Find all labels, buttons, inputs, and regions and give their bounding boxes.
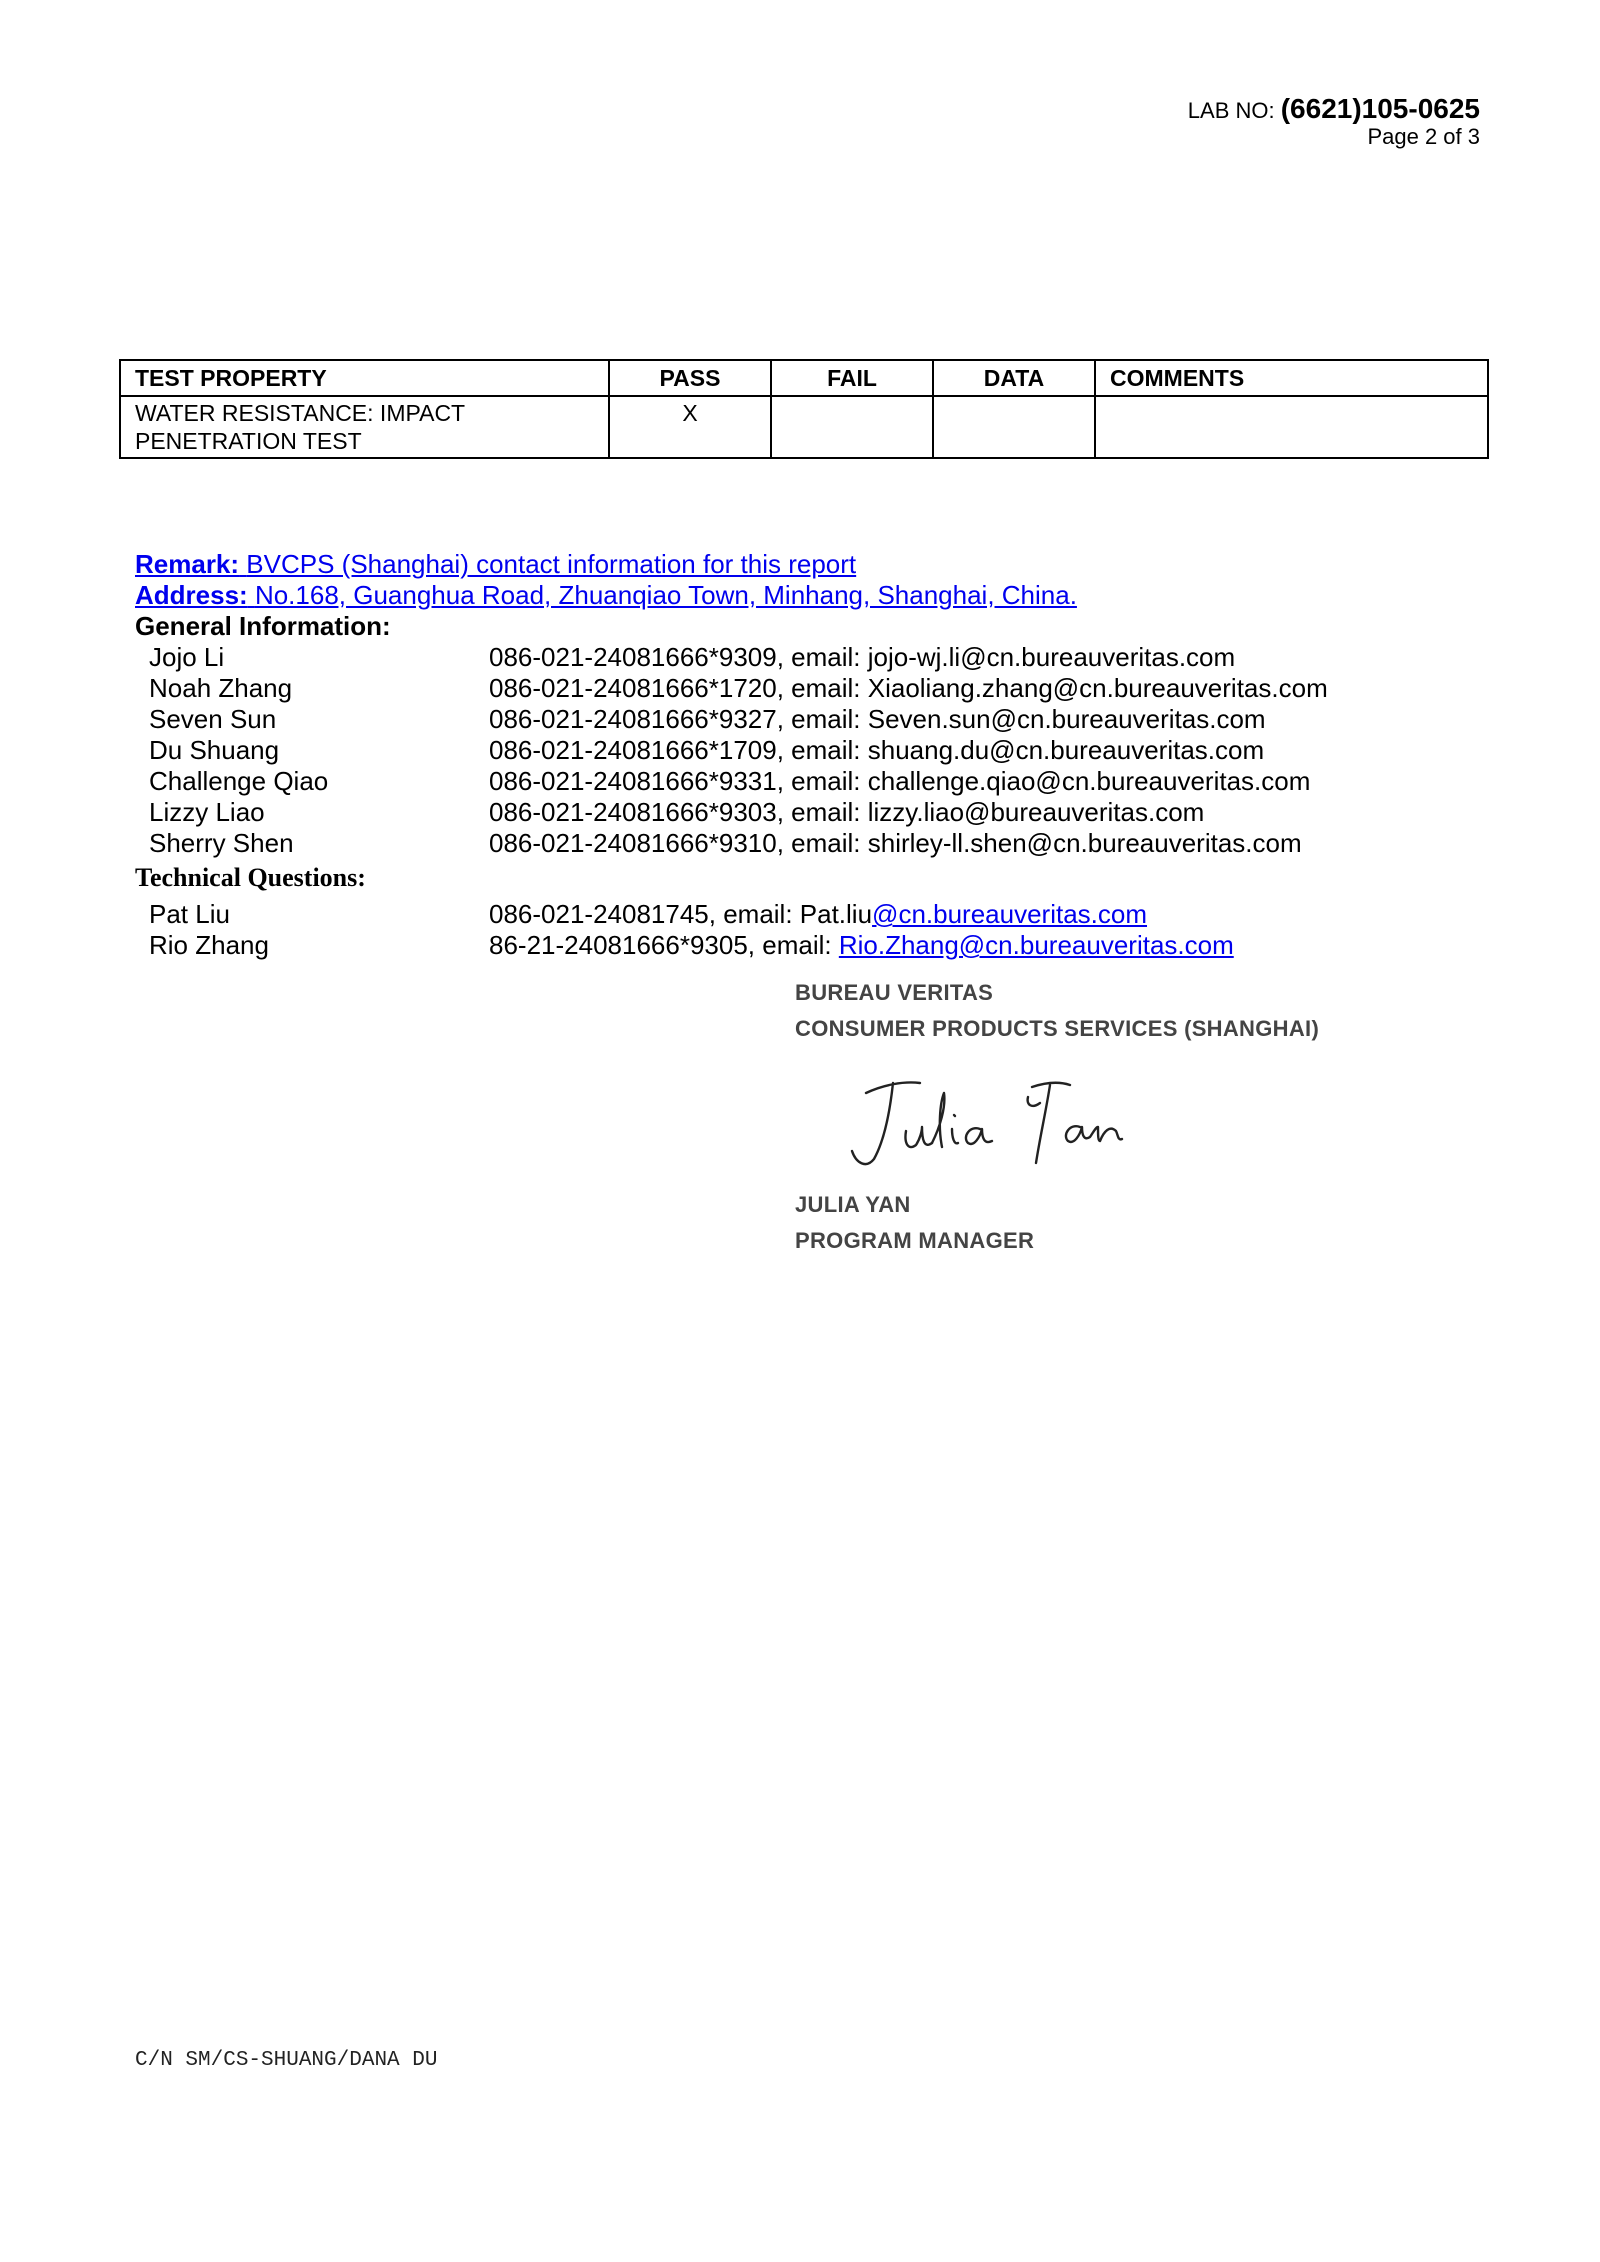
contact-name: Lizzy Liao xyxy=(149,797,265,827)
contact-name: Challenge Qiao xyxy=(149,766,329,796)
contact-name: Pat Liu xyxy=(149,899,230,929)
remark-label: Remark: xyxy=(135,549,240,579)
list-item xyxy=(135,797,1328,828)
list-item xyxy=(135,930,1328,961)
signature-block xyxy=(795,975,1319,1259)
table-header-row xyxy=(120,360,1488,396)
contact-info: 086-021-24081666*9303, email: lizzy.liao@bureauveritas.com xyxy=(489,797,1205,827)
contact-info-prefix: 86-21-24081666*9305, email: xyxy=(489,930,839,960)
signer-title: PROGRAM MANAGER xyxy=(795,1228,1035,1253)
contact-name: Jojo Li xyxy=(149,642,225,672)
handwritten-signature xyxy=(848,1071,1168,1181)
contact-info: 086-021-24081666*9309, email: jojo-wj.li@cn.bureauveritas.com xyxy=(489,642,1236,672)
contact-info: 086-021-24081666*1720, email: Xiaoliang.zhang@cn.bureauveritas.com xyxy=(489,673,1328,703)
lab-number-label: LAB NO: xyxy=(1187,98,1275,123)
table-row xyxy=(120,396,1488,458)
list-item xyxy=(135,735,1328,766)
remark-line[interactable] xyxy=(135,549,1328,580)
company-name-line1: BUREAU VERITAS xyxy=(795,980,994,1005)
cell-comments xyxy=(1095,396,1488,458)
report-header xyxy=(1187,93,1480,150)
cell-data xyxy=(933,396,1095,458)
contact-name: Du Shuang xyxy=(149,735,280,765)
cell-fail xyxy=(771,396,933,458)
list-item xyxy=(135,766,1328,797)
address-line[interactable] xyxy=(135,580,1328,611)
list-item xyxy=(135,899,1328,930)
contact-info: 086-021-24081666*1709, email: shuang.du@cn.bureauveritas.com xyxy=(489,735,1265,765)
company-name-line2: CONSUMER PRODUCTS SERVICES (SHANGHAI) xyxy=(795,1016,1320,1041)
column-header-pass: PASS xyxy=(609,360,771,396)
page-indicator: Page 2 of 3 xyxy=(1367,124,1480,149)
general-contact-list xyxy=(135,642,1328,859)
footer-note: C/N SM/CS-SHUANG/DANA DU xyxy=(135,2049,438,2072)
contact-info: 086-021-24081666*9327, email: Seven.sun@cn.bureauveritas.com xyxy=(489,704,1266,734)
technical-questions-title: Technical Questions: xyxy=(135,863,366,892)
column-header-test-property: TEST PROPERTY xyxy=(120,360,609,396)
contact-name: Noah Zhang xyxy=(149,673,293,703)
list-item xyxy=(135,642,1328,673)
contact-section xyxy=(135,549,1328,961)
contact-info xyxy=(489,930,1234,961)
address-text: No.168, Guanghua Road, Zhuanqiao Town, Minhang, Shanghai, China. xyxy=(254,580,1077,610)
lab-number-value: (6621)105-0625 xyxy=(1280,93,1480,124)
email-link[interactable]: @cn.bureauveritas.com xyxy=(872,899,1148,929)
contact-name: Sherry Shen xyxy=(149,828,294,858)
list-item xyxy=(135,673,1328,704)
column-header-fail: FAIL xyxy=(771,360,933,396)
cell-test-property: WATER RESISTANCE: IMPACT PENETRATION TEST xyxy=(120,396,609,458)
general-information-title: General Information: xyxy=(135,611,391,641)
technical-contact-list xyxy=(135,899,1328,961)
contact-name: Seven Sun xyxy=(149,704,277,734)
lab-number xyxy=(1187,93,1480,124)
contact-info xyxy=(489,899,1147,930)
contact-info: 086-021-24081666*9331, email: challenge.qiao@cn.bureauveritas.com xyxy=(489,766,1311,796)
address-label: Address: xyxy=(135,580,248,610)
contact-name: Rio Zhang xyxy=(149,930,269,960)
cell-pass: X xyxy=(609,396,771,458)
list-item xyxy=(135,828,1328,859)
contact-info: 086-021-24081666*9310, email: shirley-ll.shen@cn.bureauveritas.com xyxy=(489,828,1302,858)
signer-name: JULIA YAN xyxy=(795,1192,911,1217)
contact-info-prefix: 086-021-24081745, email: Pat.liu xyxy=(489,899,873,929)
column-header-data: DATA xyxy=(933,360,1095,396)
test-results-table xyxy=(119,359,1489,459)
column-header-comments: COMMENTS xyxy=(1095,360,1488,396)
email-link[interactable]: Rio.Zhang@cn.bureauveritas.com xyxy=(838,930,1234,960)
remark-text: BVCPS (Shanghai) contact information for this report xyxy=(246,549,857,579)
list-item xyxy=(135,704,1328,735)
